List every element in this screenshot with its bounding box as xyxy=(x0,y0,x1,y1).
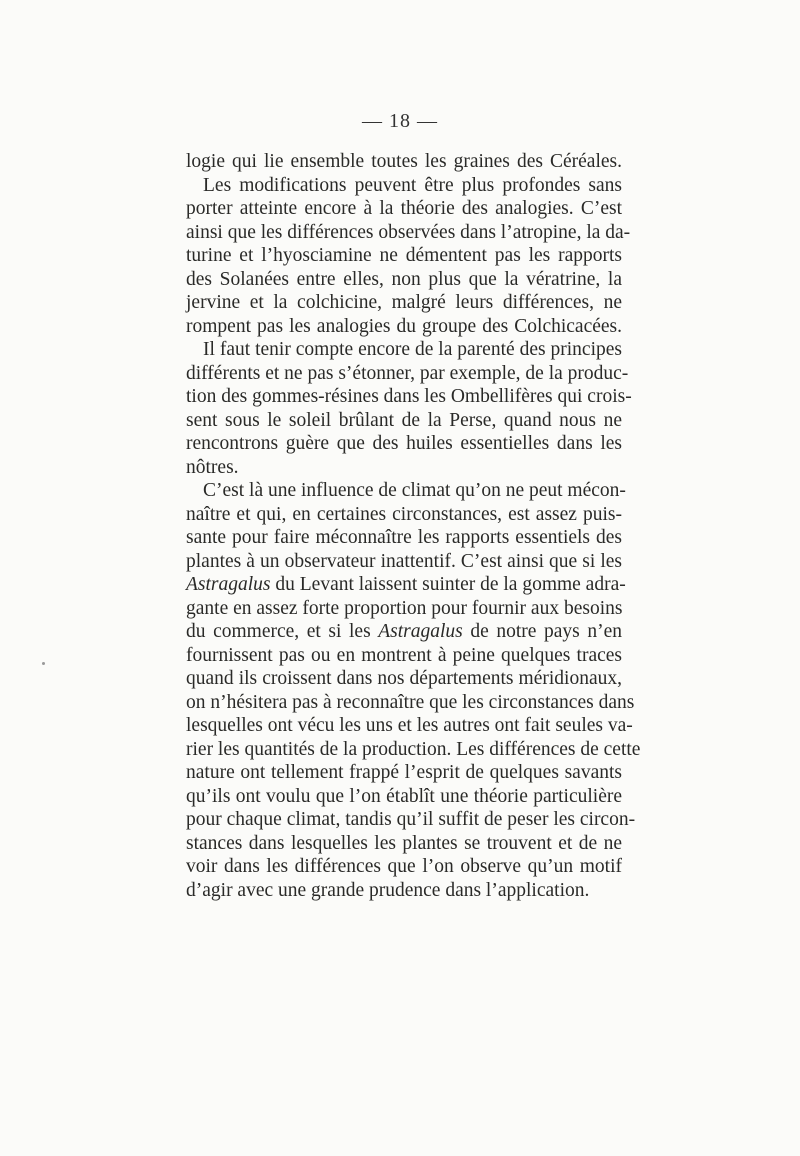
italic-term: Astragalus xyxy=(378,621,463,642)
text-line: tion des gommes-résines dans les Ombellifères qui crois- xyxy=(186,386,632,407)
text-line: sent sous le soleil brûlant de la Perse, quand nous ne xyxy=(186,409,622,431)
text-fragment: du Levant laissent suinter de la gomme adra- xyxy=(270,574,626,595)
text-fragment: du commerce, et si les xyxy=(186,621,379,642)
text-line: pour chaque climat, tandis qu’il suffit de peser les circon- xyxy=(186,809,636,830)
text-line: plantes à un observateur inattentif. C’est ainsi que si les xyxy=(186,550,622,572)
text-line: rompent pas les analogies du groupe des Colchicacées. xyxy=(186,315,622,337)
text-line xyxy=(186,573,626,597)
text-line: nature ont tellement frappé l’esprit de quelques savants xyxy=(186,762,622,783)
text-line: ainsi que les différences observées dans l’atropine, la da- xyxy=(186,221,631,243)
text-line: rier les quantités de la production. Les différences de cette xyxy=(186,738,641,760)
body-text xyxy=(186,150,641,902)
text-line: gante en assez forte proportion pour fournir aux besoins xyxy=(186,597,623,619)
text-line xyxy=(186,620,622,644)
text-line: qu’ils ont voulu que l’on établît une théorie particulière xyxy=(186,785,622,807)
text-line: quand ils croissent dans nos départements méridionaux, xyxy=(186,668,622,689)
page-number: — 18 — xyxy=(362,110,438,132)
text-line: fournissent pas ou en montrent à peine quelques traces xyxy=(186,644,622,666)
paper-speck xyxy=(42,662,45,665)
text-line: Il faut tenir compte encore de la parenté des principes xyxy=(203,339,622,360)
text-line: jervine et la colchicine, malgré leurs différences, ne xyxy=(186,292,622,313)
text-line: porter atteinte encore à la théorie des analogies. C’est xyxy=(186,198,622,219)
text-line: lesquelles ont vécu les uns et les autres ont fait seules va- xyxy=(186,715,633,736)
text-line: sante pour faire méconnaître les rapports essentiels des xyxy=(186,527,622,548)
text-line: turine et l’hyosciamine ne démentent pas les rapports xyxy=(186,245,622,266)
text-line: naître et qui, en certaines circonstances, est assez puis- xyxy=(186,503,622,525)
text-line: stances dans lesquelles les plantes se trouvent et de ne xyxy=(186,832,622,854)
text-line: logie qui lie ensemble toutes les graines des Céréales. xyxy=(186,151,622,172)
text-line: des Solanées entre elles, non plus que la vératrine, la xyxy=(186,268,622,290)
text-line: nôtres. xyxy=(186,456,239,478)
text-line: différents et ne pas s’étonner, par exemple, de la produc- xyxy=(186,362,629,384)
text-line: Les modifications peuvent être plus profondes sans xyxy=(203,174,622,196)
text-line: d’agir avec une grande prudence dans l’application. xyxy=(186,879,590,901)
text-line: C’est là une influence de climat qu’on ne peut mécon- xyxy=(203,480,626,501)
text-line: on n’hésitera pas à reconnaître que les circonstances dans xyxy=(186,691,635,713)
text-line: voir dans les différences que l’on observe qu’un motif xyxy=(186,856,622,877)
italic-term: Astragalus xyxy=(186,574,271,595)
text-fragment: de notre pays n’en xyxy=(462,621,622,642)
text-line: rencontrons guère que des huiles essentielles dans les xyxy=(186,433,622,454)
